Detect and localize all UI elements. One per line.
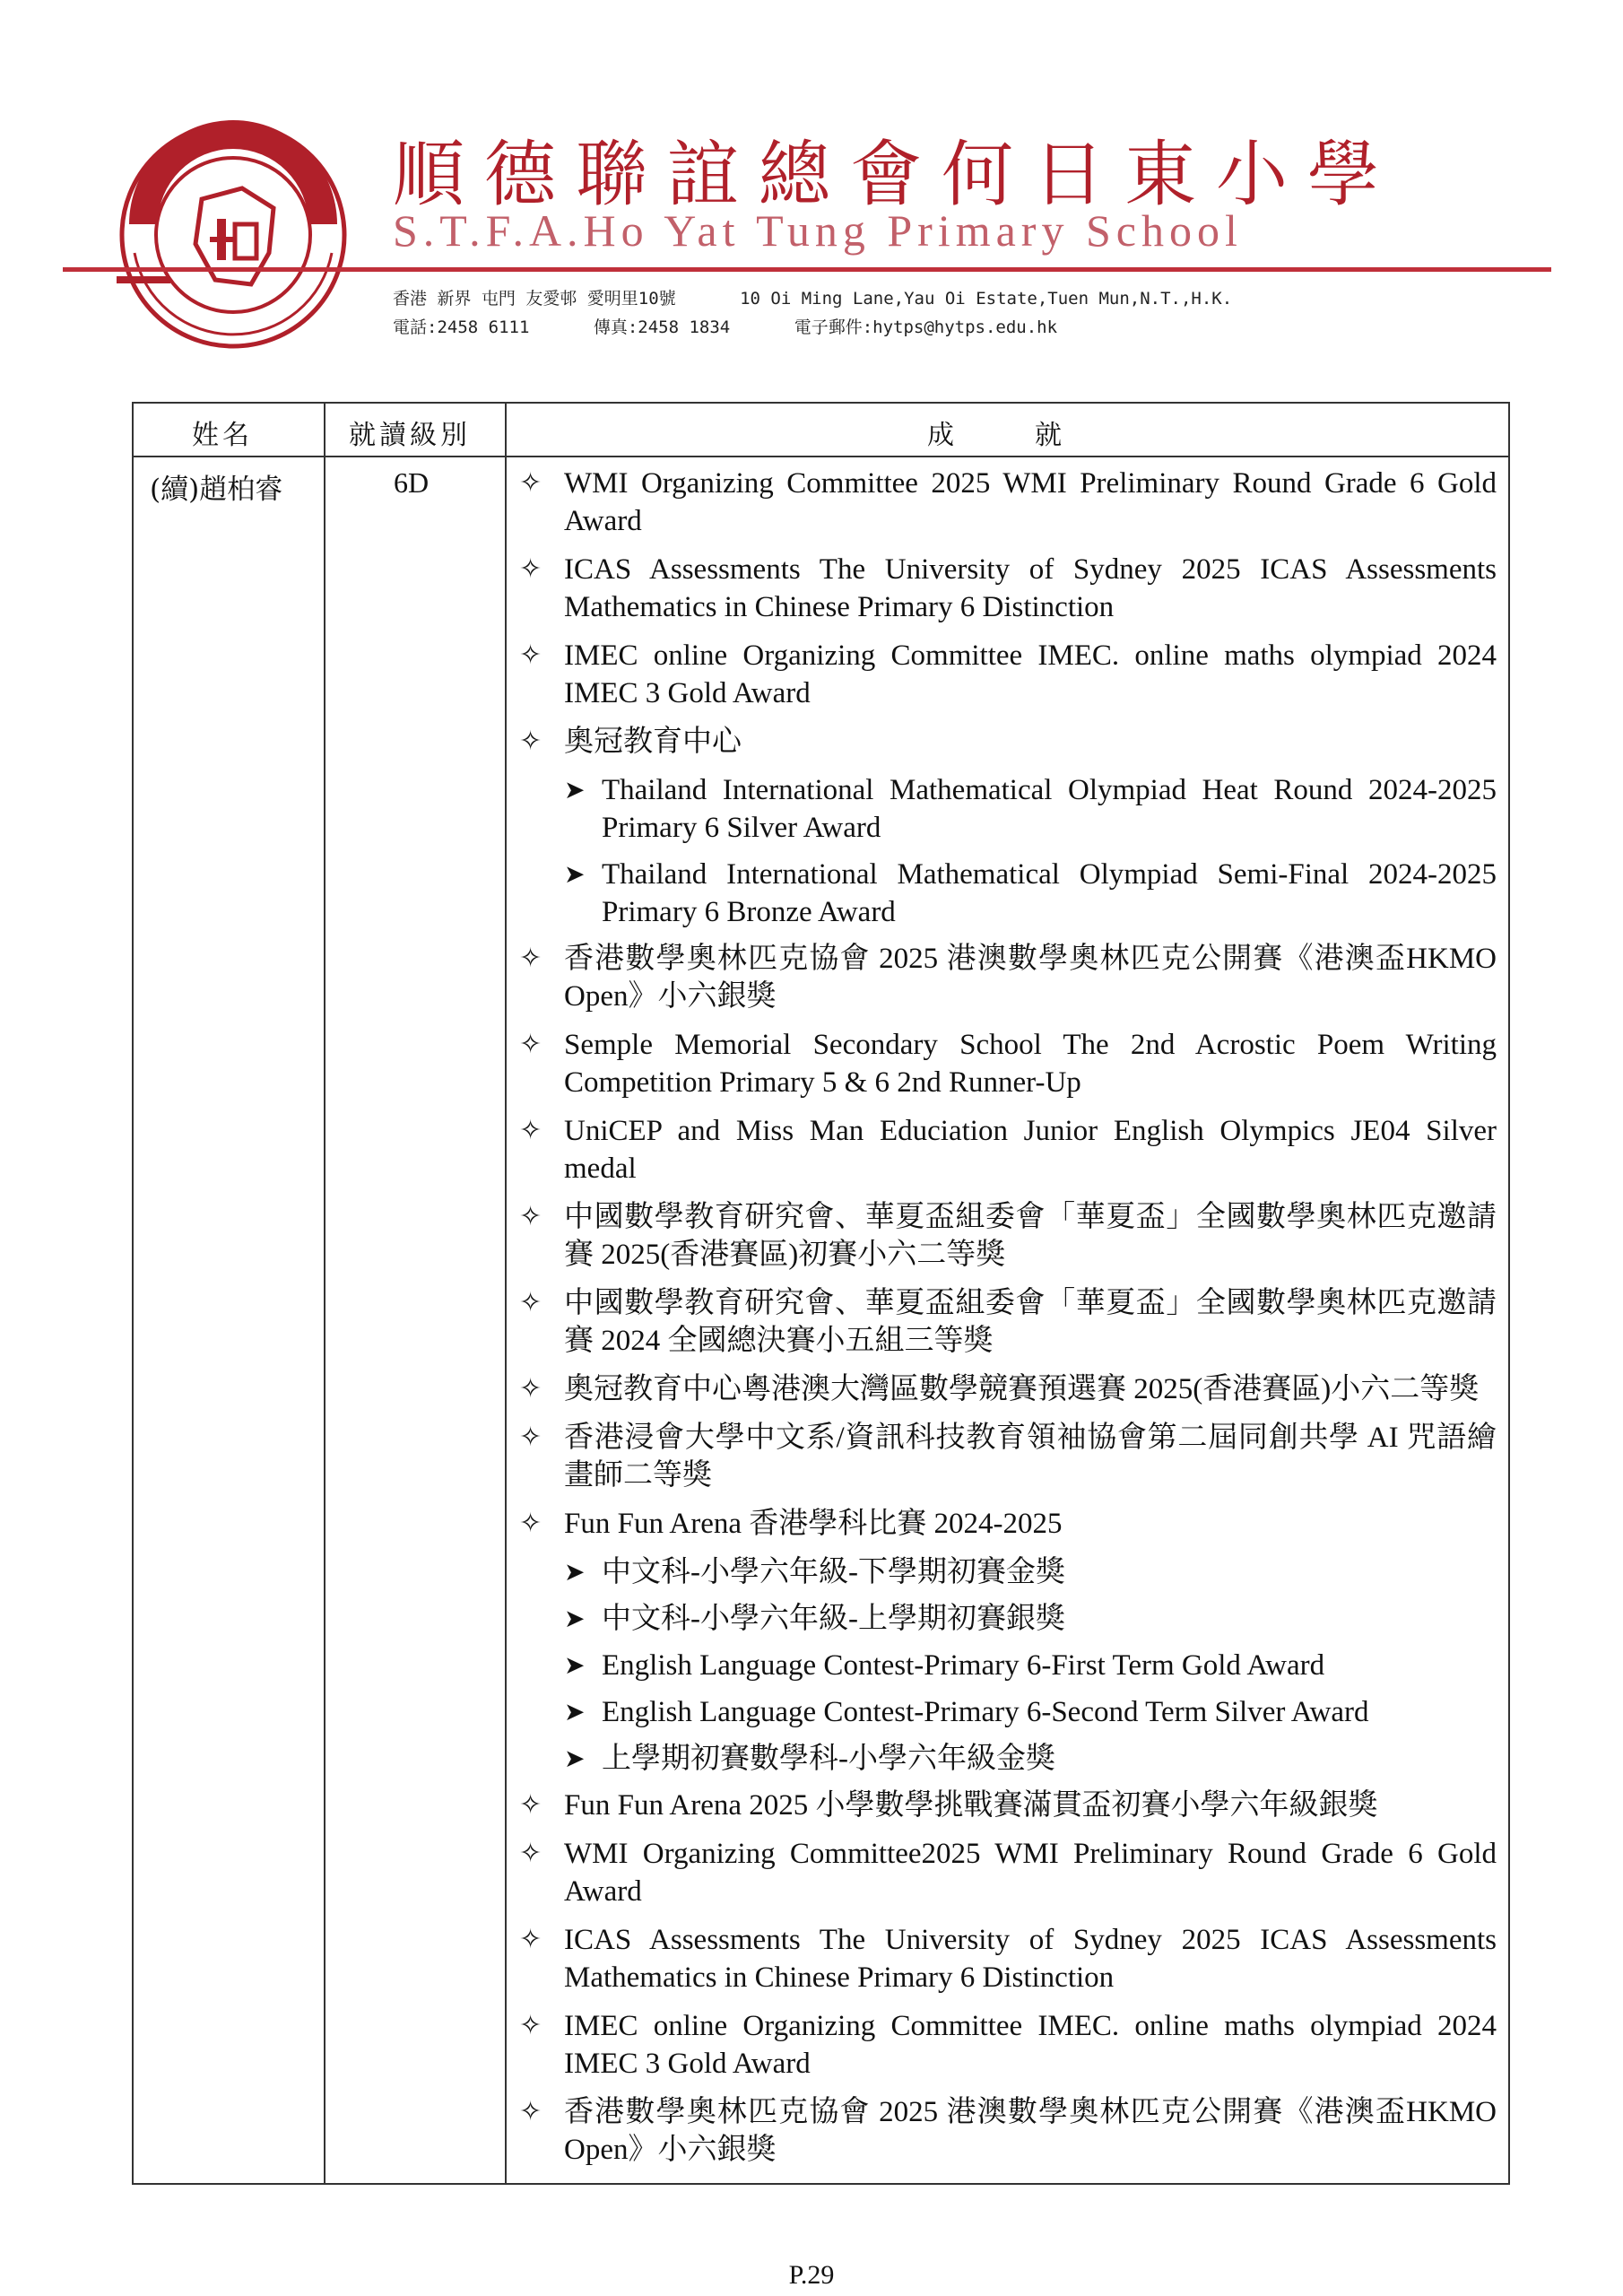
arrowhead-icon: ➤ [564,1557,586,1587]
achievement-text: 中文科-小學六年級-上學期初賽銀獎 [602,1603,1065,1635]
four-point-star-icon: ✧ [519,1789,542,1821]
achievement-item [519,1112,1497,1187]
header-grade: 就讀級別 [349,420,471,451]
achievement-text: English Language Contest-Primary 6-Second Term Silver Award [602,1696,1369,1728]
achievement-text: UniCEP and Miss Man Educiation Junior English Olympics JE04 Silver medal [564,1115,1497,1185]
four-point-star-icon: ✧ [519,2010,542,2041]
fax: 傳真:2458 1834 [593,317,731,337]
achievement-item [519,551,1497,626]
achievement-text: Fun Fun Arena 香港學科比賽 2024-2025 [564,1508,1063,1540]
student-grade: 6D [394,466,430,499]
achievement-text: 奧冠教育中心 [564,726,742,758]
achievement-item [519,940,1497,1015]
four-point-star-icon: ✧ [519,1924,542,1955]
header-name: 姓名 [192,420,253,451]
header-divider [134,456,1508,457]
page-number: P.29 [788,2260,835,2290]
achievement-text: 上學期初賽數學科-小學六年級金獎 [602,1743,1055,1775]
arrowhead-icon: ➤ [564,775,586,804]
achievement-text: 奧冠教育中心粵港澳大灣區數學競賽預選賽 2025(香港賽區)小六二等獎 [564,1373,1480,1405]
achievement-text: ICAS Assessments The University of Sydney 2025 ICAS Assessments Mathematics in Chinese Primary 6 Distinction [564,1924,1497,1994]
achievement-item [519,723,1497,761]
four-point-star-icon: ✧ [519,553,542,585]
achievement-subitem [519,1647,1497,1684]
achievement-item [519,1787,1497,1824]
four-point-star-icon: ✧ [519,1201,542,1232]
achievement-table [132,402,1510,2185]
achievement-item [519,1370,1497,1408]
four-point-star-icon: ✧ [519,943,542,974]
achievement-subitem [519,771,1497,847]
achievement-subitem [519,1600,1497,1638]
achievement-item [519,1921,1497,1996]
achievement-text: 中國數學教育研究會、華夏盃組委會「華夏盃」全國數學奧林匹克邀請賽 2025(香港賽區)初賽小六二等獎 [564,1201,1497,1271]
four-point-star-icon: ✧ [519,639,542,671]
achievement-item [519,1198,1497,1274]
achievement-text: Thailand International Mathematical Olympiad Heat Round 2024-2025 Primary 6 Silver Award [602,774,1497,844]
arrowhead-icon: ➤ [564,1604,586,1633]
contact-line [393,314,1111,338]
achievement-item [519,1505,1497,1543]
letterhead [0,0,1623,359]
achievement-subitem [519,1740,1497,1778]
four-point-star-icon: ✧ [519,1508,542,1539]
achievement-list [519,465,1497,2179]
achievement-text: 香港浸會大學中文系/資訊科技教育領袖協會第二屆同創共學 AI 咒語繪畫師二等獎 [564,1422,1497,1492]
four-point-star-icon: ✧ [519,1838,542,1869]
four-point-star-icon: ✧ [519,2096,542,2127]
email: 電子郵件:hytps@hytps.edu.hk [794,317,1058,337]
achievement-text: Semple Memorial Secondary School The 2nd Acrostic Poem Writing Competition Primary 5 & 6 2nd Runner-Up [564,1029,1497,1099]
achievement-text: WMI Organizing Committee 2025 WMI Preliminary Round Grade 6 Gold Award [564,467,1497,537]
achievement-text: English Language Contest-Primary 6-First Term Gold Award [602,1649,1325,1682]
school-logo [117,118,350,352]
header-rule [63,267,1551,272]
header-achievements: 成就 [927,420,1142,451]
student-name: (續)趙柏睿 [150,474,283,506]
achievement-text: Fun Fun Arena 2025 小學數學挑戰賽滿貫盃初賽小學六年級銀獎 [564,1789,1378,1822]
achievement-text: WMI Organizing Committee2025 WMI Preliminary Round Grade 6 Gold Award [564,1838,1497,1908]
achievement-text: IMEC online Organizing Committee IMEC. online maths olympiad 2024 IMEC 3 Gold Award [564,2010,1497,2080]
four-point-star-icon: ✧ [519,1115,542,1146]
achievement-item [519,2007,1497,2083]
four-point-star-icon: ✧ [519,1287,542,1318]
achievement-item [519,1026,1497,1101]
address-english: 10 Oi Ming Lane,Yau Oi Estate,Tuen Mun,N.T.,H.K. [740,289,1233,309]
four-point-star-icon: ✧ [519,1373,542,1405]
achievement-item [519,637,1497,712]
achievement-item [519,465,1497,540]
column-divider [324,404,325,2183]
four-point-star-icon: ✧ [519,726,542,757]
achievement-text: 中國數學教育研究會、華夏盃組委會「華夏盃」全國數學奧林匹克邀請賽 2024 全國總決賽小五組三等獎 [564,1287,1497,1357]
achievement-subitem [519,856,1497,931]
achievement-text: 香港數學奧林匹克協會 2025 港澳數學奧林匹克公開賽《港澳盃HKMO Open》小六銀獎 [564,2096,1497,2166]
four-point-star-icon: ✧ [519,1029,542,1060]
arrowhead-icon: ➤ [564,1744,586,1773]
address-line [393,285,1286,309]
arrowhead-icon: ➤ [564,1697,586,1726]
school-name-chinese: 順德聯誼總會何日東小學 [393,133,1399,216]
achievement-text: Thailand International Mathematical Olympiad Semi-Final 2024-2025 Primary 6 Bronze Award [602,858,1497,928]
achievement-subitem [519,1553,1497,1591]
achievement-subitem [519,1693,1497,1731]
four-point-star-icon: ✧ [519,467,542,499]
address-chinese: 香港 新界 屯門 友愛邨 愛明里10號 [393,289,676,309]
four-point-star-icon: ✧ [519,1422,542,1453]
school-name-english: S.T.F.A.Ho Yat Tung Primary School [393,205,1243,256]
telephone: 電話:2458 6111 [393,317,530,337]
achievement-item [519,1419,1497,1494]
achievement-text: 中文科-小學六年級-下學期初賽金獎 [602,1556,1065,1588]
achievement-item [519,1284,1497,1360]
achievement-item [519,2093,1497,2169]
achievement-item [519,1835,1497,1910]
achievement-text: IMEC online Organizing Committee IMEC. online maths olympiad 2024 IMEC 3 Gold Award [564,639,1497,709]
column-divider [505,404,507,2183]
achievement-text: 香港數學奧林匹克協會 2025 港澳數學奧林匹克公開賽《港澳盃HKMO Open》小六銀獎 [564,943,1497,1013]
achievement-text: ICAS Assessments The University of Sydney 2025 ICAS Assessments Mathematics in Chinese Primary 6 Distinction [564,553,1497,623]
arrowhead-icon: ➤ [564,859,586,889]
arrowhead-icon: ➤ [564,1650,586,1680]
